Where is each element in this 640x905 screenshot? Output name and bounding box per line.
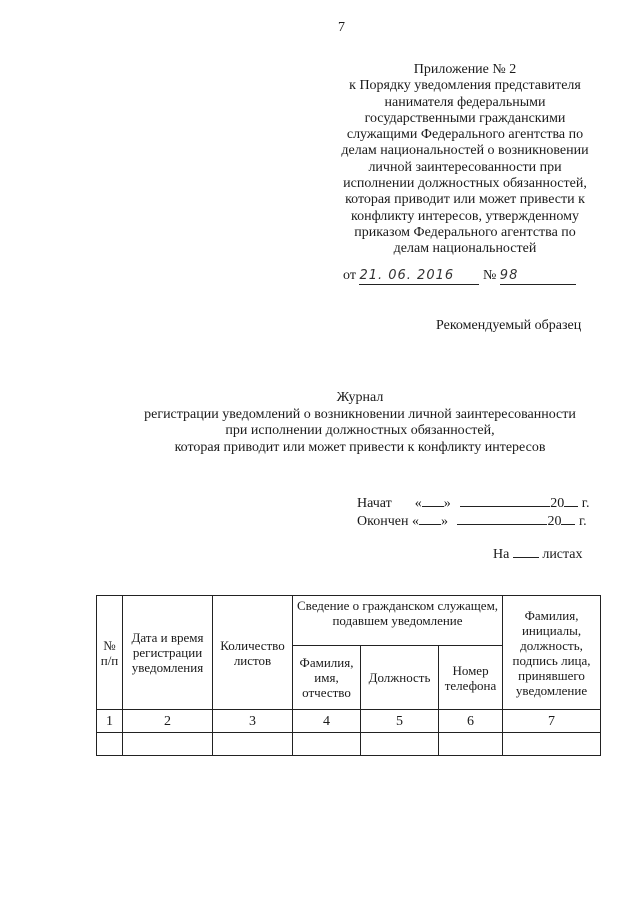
table-row: [97, 733, 601, 756]
table-cell: [123, 733, 213, 756]
table-row-numbers: [97, 710, 601, 733]
column-number: 7: [503, 710, 601, 733]
year-suffix: г.: [578, 514, 587, 529]
table-cell: [503, 733, 601, 756]
appendix-line: Приложение № 2: [413, 62, 517, 77]
quote-close: »: [440, 514, 448, 529]
column-number: 4: [293, 710, 361, 733]
appendix-line: государственными гражданскими: [364, 110, 566, 126]
journal-table: [96, 595, 601, 756]
header-date: Дата и время регистрации уведомления: [123, 596, 213, 710]
quote-open: «: [414, 496, 422, 511]
column-number: 1: [97, 710, 123, 733]
journal-title-line: регистрации уведомлений о возникновении личной заинтересованности: [144, 406, 576, 422]
table-cell: [439, 733, 503, 756]
table-cell: [293, 733, 361, 756]
appendix-line: исполнении должностных обязанностей,: [343, 176, 587, 192]
appendix-line: к Порядку уведомления представителя: [349, 78, 581, 94]
appendix-line: делам национальностей о возникновении: [341, 143, 589, 159]
header-receiver: Фамилия, инициалы, должность, подпись лица, принявшего уведомление: [503, 596, 601, 710]
header-sheet-count: Количество листов: [213, 596, 293, 710]
recommended-sample-label: Рекомендуемый образец: [436, 318, 582, 333]
table-cell: [97, 733, 123, 756]
column-number: 3: [213, 710, 293, 733]
year-prefix: 20: [550, 496, 565, 511]
ended-label: Окончен: [357, 514, 409, 529]
date-prefix: от: [343, 268, 356, 283]
journal-title-line: которая приводит или может привести к конфликту интересов: [174, 439, 546, 455]
started-label: Начат: [357, 496, 392, 511]
journal-title: [100, 390, 620, 456]
page-number: 7: [338, 20, 345, 35]
column-number: 5: [361, 710, 439, 733]
sheets-count-line: [493, 544, 583, 563]
year-prefix: 20: [547, 514, 562, 529]
appendix-line: служащими Федерального агентства по: [346, 127, 584, 143]
handwritten-number: 98: [500, 268, 576, 285]
journal-title-line: при исполнении должностных обязанностей,: [225, 423, 495, 438]
table-cell: [213, 733, 293, 756]
journal-title-line: Журнал: [336, 390, 384, 405]
sheets-suffix: листах: [542, 547, 583, 562]
header-position: Должность: [361, 646, 439, 710]
appendix-line: делам национальностей: [393, 241, 537, 257]
header-servant-group: Сведение о гражданском служащем, подавшем уведомление: [293, 596, 503, 646]
appendix-line: личной заинтересованности при: [368, 159, 562, 175]
ended-line: [357, 511, 587, 530]
order-date-line: [343, 268, 576, 285]
started-line: [357, 493, 589, 512]
table-cell: [361, 733, 439, 756]
column-number: 2: [123, 710, 213, 733]
sheets-prefix: На: [493, 547, 510, 562]
appendix-header: [315, 62, 615, 258]
appendix-line: нанимателя федеральными: [384, 94, 546, 110]
appendix-line: конфликту интересов, утвержденному: [351, 208, 579, 224]
quote-open: «: [411, 514, 419, 529]
appendix-line: приказом Федерального агентства по: [354, 224, 576, 240]
table-header-row: [97, 596, 601, 646]
header-phone: Номер телефона: [439, 646, 503, 710]
year-suffix: г.: [581, 496, 590, 511]
header-number: № п/п: [97, 596, 123, 710]
header-fio: Фамилия, имя, отчество: [293, 646, 361, 710]
appendix-line: которая приводит или может привести к: [345, 192, 585, 208]
handwritten-date: 21. 06. 2016: [359, 268, 479, 285]
column-number: 6: [439, 710, 503, 733]
number-sign: №: [482, 268, 497, 283]
quote-close: »: [443, 496, 451, 511]
